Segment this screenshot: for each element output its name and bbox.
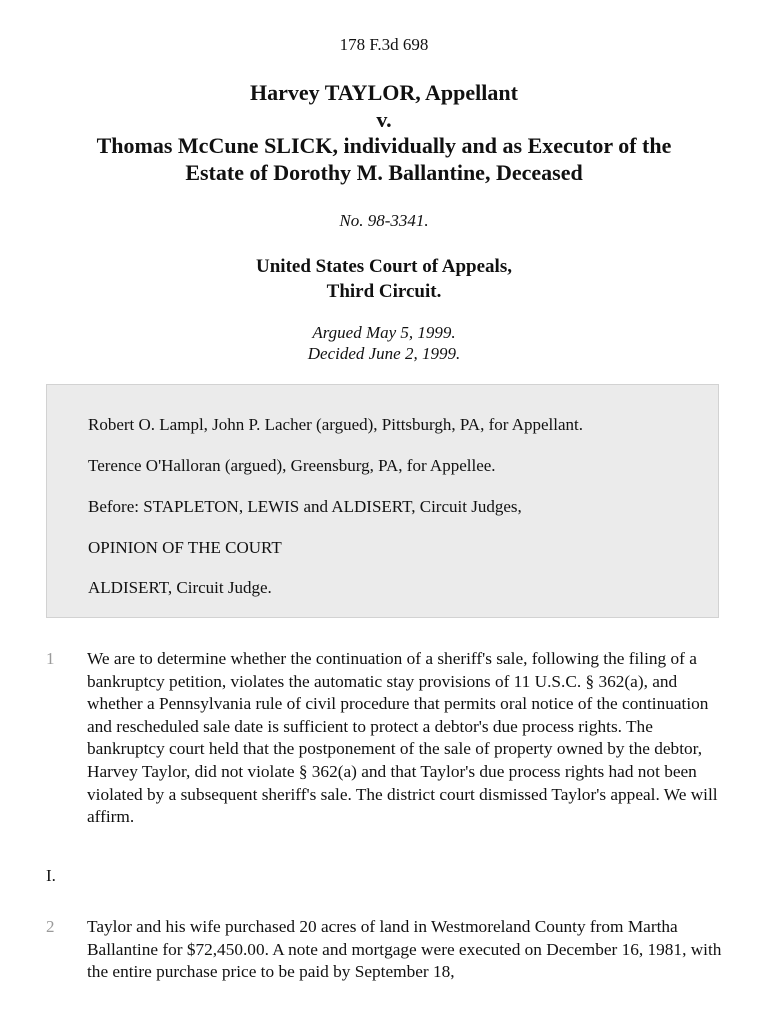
docket-number: No. 98-3341. <box>339 211 429 230</box>
counsel-box <box>46 384 719 618</box>
appellee-name-line-2: Estate of Dorothy M. Ballantine, Deceased <box>185 159 583 185</box>
paragraph-number: 2 <box>46 917 55 936</box>
case-caption <box>0 80 768 186</box>
panel-judges: Before: STAPLETON, LEWIS and ALDISERT, Circuit Judges, <box>88 497 522 516</box>
opinion-heading: OPINION OF THE COURT <box>88 538 282 557</box>
case-citation: 178 F.3d 698 <box>339 35 429 54</box>
appellee-counsel: Terence O'Halloran (argued), Greensburg, PA, for Appellee. <box>88 456 496 475</box>
appellant-counsel: Robert O. Lampl, John P. Lacher (argued), Pittsburgh, PA, for Appellant. <box>88 415 583 434</box>
appellant-name: Harvey TAYLOR, Appellant <box>250 80 518 105</box>
versus-label: v. <box>376 106 392 132</box>
appellee-name-line-1: Thomas McCune SLICK, individually and as Executor of the <box>96 133 672 158</box>
argued-date: Argued May 5, 1999. <box>312 323 456 342</box>
decided-date: Decided June 2, 1999. <box>307 344 461 363</box>
court-name <box>0 254 768 304</box>
case-dates <box>0 322 768 364</box>
paragraph-text: We are to determine whether the continuation of a sheriff's sale, following the filing of a bankruptcy petition, violates the automatic stay provisions of 11 U.S.C. § 362(a), and whether a Pennsylvania rule of civil procedure that permits oral notice of the continuation and rescheduled sale date is sufficient to protect a debtor's due process rights. The bankruptcy court held that the postponement of the sale of property owned by the debtor, Harvey Taylor, did not violate § 362(a) and that Taylor's due process rights had not been violated by a subsequent sheriff's sale. The district court dismissed Taylor's appeal. We will affirm. <box>87 649 718 827</box>
section-heading: I. <box>46 866 56 885</box>
paragraph-number: 1 <box>46 649 55 668</box>
court-name-line-1: United States Court of Appeals, <box>256 256 512 277</box>
court-name-line-2: Third Circuit. <box>326 281 442 302</box>
opinion-author: ALDISERT, Circuit Judge. <box>88 578 272 597</box>
paragraph-text: Taylor and his wife purchased 20 acres of land in Westmoreland County from Martha Ballantine for $72,450.00. A note and mortgage were executed on December 16, 1981, with the entire purchase price to be paid by September 18, <box>87 917 722 982</box>
